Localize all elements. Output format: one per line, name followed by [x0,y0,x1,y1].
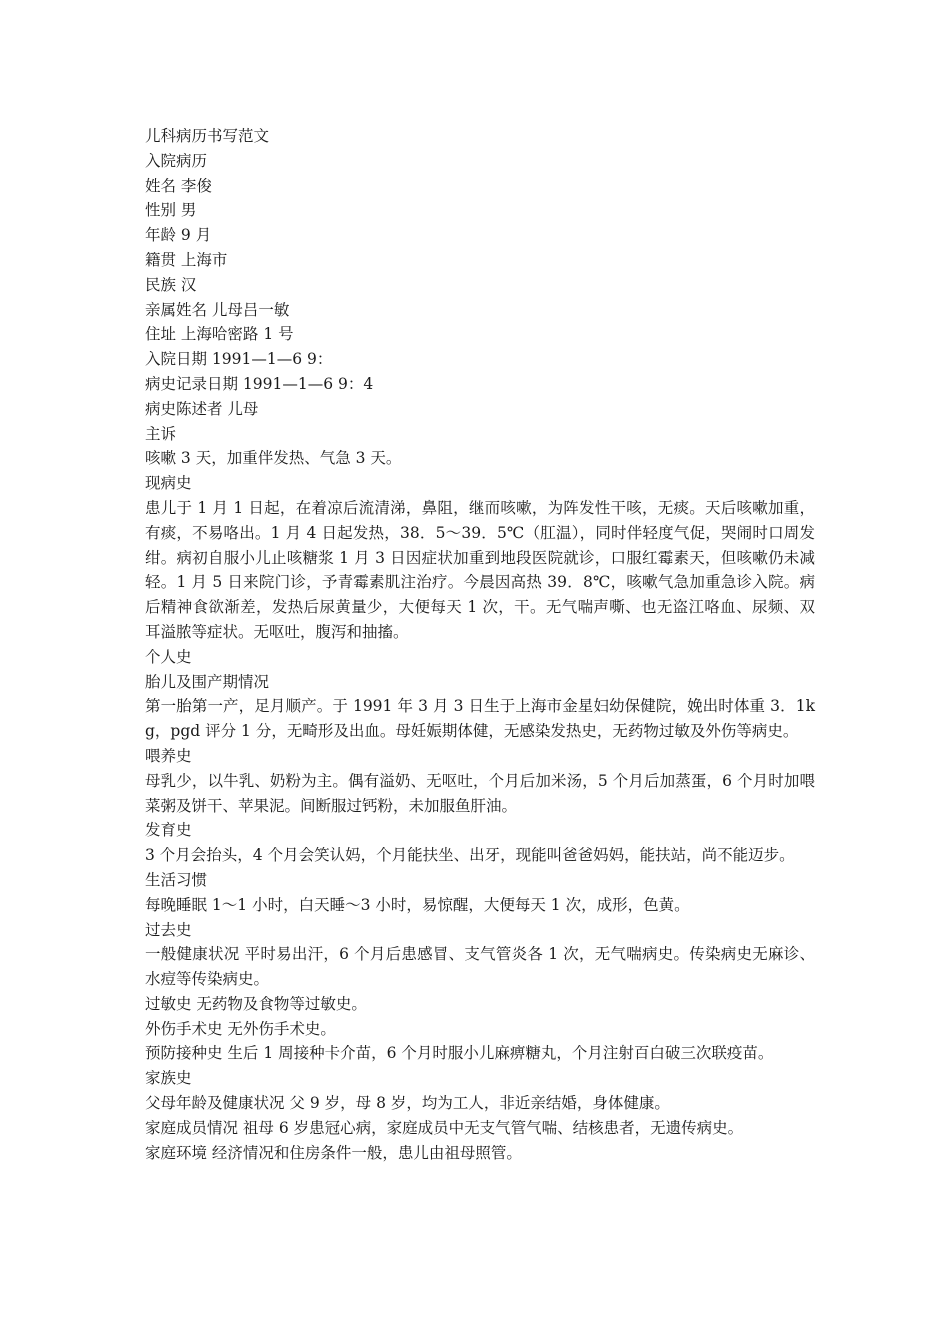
chief-complaint-heading: 主诉 [145,424,177,443]
present-illness-text: 患儿于 1 月 1 日起，在着凉后流清涕，鼻阻，继而咳嗽，为阵发性干咳，无痰。天后咳嗽加重，有痰，不易咯出。1 月 4 日起发热，38．5～39．5℃（肛温），同时伴轻度气促，哭闹时口周发绀。病初自服小儿止咳糖浆 1 月 3 日因症状加重到地段医院就诊，口服红霉素天，但咳嗽仍未减轻。1 月 5 日来院门诊，予青霉素肌注治疗。今晨因高热 39．8℃，咳嗽气急加重急诊入院。病后精神食欲渐差，发热后尿黄量少，大便每天 1 次，干。无气喘声嘶、也无盗江咯血、尿频、双耳溢脓等症状。无呕吐，腹泻和抽搐。 [145,498,815,641]
field-ethnicity: 民族 汉 [145,275,197,294]
habits-text: 每晚睡眠 1～1 小时，白天睡～3 小时，易惊醒，大便每天 1 次，成形，色黄。 [145,895,690,914]
field-name: 姓名 李俊 [145,176,212,195]
surgery-text: 外伤手术史 无外伤手术史。 [145,1019,336,1038]
field-gender: 性别 男 [145,201,197,220]
document-title: 儿科病历书写范文 [145,127,270,145]
document-page [145,124,815,1165]
habits-heading: 生活习惯 [145,870,208,889]
personal-history-heading: 个人史 [145,647,192,666]
present-illness-heading: 现病史 [145,474,192,493]
past-history-heading: 过去史 [145,920,192,939]
field-informant: 病史陈述者 儿母 [145,399,259,418]
feeding-heading: 喂养史 [145,746,192,765]
family-history-heading: 家族史 [145,1069,192,1088]
record-type-heading: 入院病历 [145,151,208,170]
perinatal-heading: 胎儿及围产期情况 [145,672,270,691]
field-record-date: 病史记录日期 1991—1—6 9：4 [145,374,374,393]
field-address: 住址 上海哈密路 1 号 [145,325,294,344]
vaccination-text: 预防接种史 生后 1 周接种卡介苗，6 个月时服小儿麻痹糖丸，个月注射百白破三次联疫苗。 [145,1044,774,1063]
feeding-text: 母乳少，以牛乳、奶粉为主。偶有溢奶、无呕吐，个月后加米汤，5 个月后加蒸蛋，6 个月时加喂菜粥及饼干、苹果泥。间断服过钙粉，未加服鱼肝油。 [145,771,815,815]
general-health-text: 一般健康状况 平时易出汗，6 个月后患感冒、支气管炎各 1 次，无气喘病史。传染病史无麻诊、水痘等传染病史。 [145,945,815,989]
family-members-text: 家庭成员情况 祖母 6 岁患冠心病，家庭成员中无支气管气喘、结核患者，无遗传病史。 [145,1118,744,1137]
field-admission-date: 入院日期 1991—1—6 9： [145,350,333,369]
parents-text: 父母年龄及健康状况 父 9 岁，母 8 岁，均为工人，非近亲结婚，身体健康。 [145,1094,670,1113]
development-text: 3 个月会抬头，4 个月会笑认妈，个月能扶坐、出牙，现能叫爸爸妈妈，能扶站，尚不能迈步。 [145,846,795,865]
field-relative-name: 亲属姓名 儿母吕一敏 [145,300,290,319]
field-age: 年龄 9 月 [145,226,212,245]
environment-text: 家庭环境 经济情况和住房条件一般，患儿由祖母照管。 [145,1143,522,1162]
perinatal-text: 第一胎第一产，足月顺产。于 1991 年 3 月 3 日生于上海市金星妇幼保健院，娩出时体重 3．1kg，pgd 评分 1 分，无畸形及出血。母妊娠期体健，无感染发热史，无药物过敏及外伤等病史。 [145,697,815,741]
chief-complaint-text: 咳嗽 3 天，加重伴发热、气急 3 天。 [145,449,402,468]
field-native-place: 籍贯 上海市 [145,250,228,269]
development-heading: 发育史 [145,821,192,840]
allergy-text: 过敏史 无药物及食物等过敏史。 [145,994,367,1013]
